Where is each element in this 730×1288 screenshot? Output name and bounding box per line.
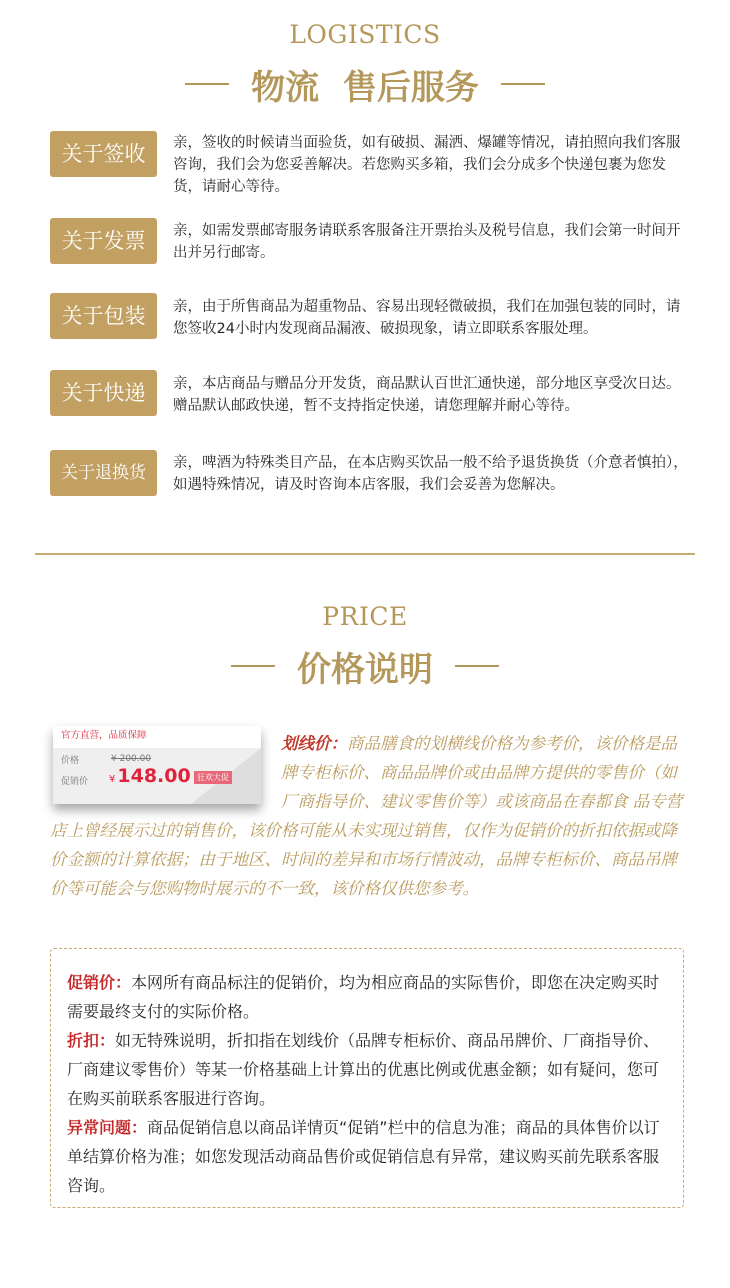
title-dash-left: [231, 665, 275, 667]
text-return: 亲，啤酒为特殊类目产品，在本店购买饮品一般不给予退货换货（介意者慎拍），如遇特殊情况，请及时咨询本店客服，我们会妥善为您解决。: [173, 455, 688, 493]
card-body: [53, 748, 261, 804]
price-sample-card: [53, 726, 261, 804]
card-currency: ¥: [109, 774, 116, 785]
note-anomaly-term: 异常问题：: [67, 1118, 148, 1137]
price-title-en: PRICE: [322, 602, 408, 631]
text-invoice: 亲，如需发票邮寄服务请联系客服备注开票抬头及税号信息，我们会第一时间开出并另行邮寄。: [173, 223, 681, 261]
note-anomaly: [67, 1113, 669, 1200]
strike-text-part1: 商品膳食的划横线价格为参考价，该价格是品牌专柜标价、商品品牌价或由品牌方提供的零售价（如厂商指导价、建议零售价等）或该商品在春都食 品专营: [281, 734, 683, 811]
note-discount-term: 折扣：: [67, 1031, 116, 1050]
badge-express: 关于快递: [50, 370, 157, 416]
card-orig-price: ¥ 200.00: [111, 754, 152, 764]
card-promo-tag: 狂欢大促: [194, 771, 232, 784]
card-promo-label: 促销价: [61, 777, 89, 787]
title-dash-right: [455, 665, 499, 667]
card-orig-label: 价格: [61, 756, 80, 766]
price-notes: [67, 968, 669, 1200]
badge-return: 关于退换货: [50, 450, 157, 496]
card-header: 官方直营，品质保障: [53, 726, 261, 748]
text-express: 亲，本店商品与赠品分开发货，商品默认百世汇通快递，部分地区享受次日达。赠品默认邮政快递，暂不支持指定快递，请您理解并耐心等待。: [173, 376, 681, 414]
note-discount: [67, 1026, 669, 1113]
strike-text-part2: 店上曾经展示过的销售价，该价格可能从未实现过销售，仅作为促销价的折扣依据或降价金额的计算依据；由于地区、时间的差异和市场行情波动，品牌专柜标价、商品吊牌价等可能会与您购物时展示的不一致，该价格仅供您参考。: [50, 821, 677, 898]
note-anomaly-text: 商品促销信息以商品详情页“促销”栏中的信息为准；商品的具体售价以订单结算价格为准；如您发现活动商品售价或促销信息有异常，建议购买前先联系客服咨询。: [67, 1118, 660, 1195]
note-promo-text: 本网所有商品标注的促销价，均为相应商品的实际售价，即您在决定购买时需要最终支付的实际价格。: [67, 973, 660, 1021]
card-promo-price: [109, 765, 191, 787]
note-promo: [67, 968, 669, 1026]
title-dash-left: [185, 83, 229, 85]
logistics-title-text: 物流 售后服务: [251, 67, 479, 108]
price-title-cn: [0, 644, 730, 688]
strike-price-text-rest: [50, 816, 690, 903]
logistics-title-en: LOGISTICS: [289, 20, 441, 49]
price-title-text: 价格说明: [297, 649, 433, 690]
card-promo-value: 148.00: [117, 765, 191, 787]
badge-packaging: 关于包装: [50, 293, 157, 339]
section-divider: [35, 553, 695, 555]
logistics-title-cn: [0, 62, 730, 106]
title-dash-right: [501, 83, 545, 85]
badge-signing: 关于签收: [50, 131, 157, 177]
text-packaging: 亲，由于所售商品为超重物品、容易出现轻微破损，我们在加强包装的同时，请您签收24小时内发现商品漏液、破损现象，请立即联系客服处理。: [173, 299, 681, 337]
note-promo-term: 促销价：: [67, 973, 132, 992]
badge-invoice: 关于发票: [50, 218, 157, 264]
note-discount-text: 如无特殊说明，折扣指在划线价（品牌专柜标价、商品吊牌价、厂商指导价、厂商建议零售价）等某一价格基础上计算出的优惠比例或优惠金额；如有疑问，您可在购买前联系客服进行咨询。: [67, 1031, 660, 1108]
strike-price-text-wrap: [281, 729, 693, 816]
price-notes-box: [50, 948, 684, 1208]
text-signing: 亲，签收的时候请当面验货，如有破损、漏洒、爆罐等情况，请拍照向我们客服咨询，我们会为您妥善解决。若您购买多箱，我们会分成多个快递包裹为您发货，请耐心等待。: [173, 135, 681, 195]
strike-term: 划线价：: [281, 734, 347, 753]
